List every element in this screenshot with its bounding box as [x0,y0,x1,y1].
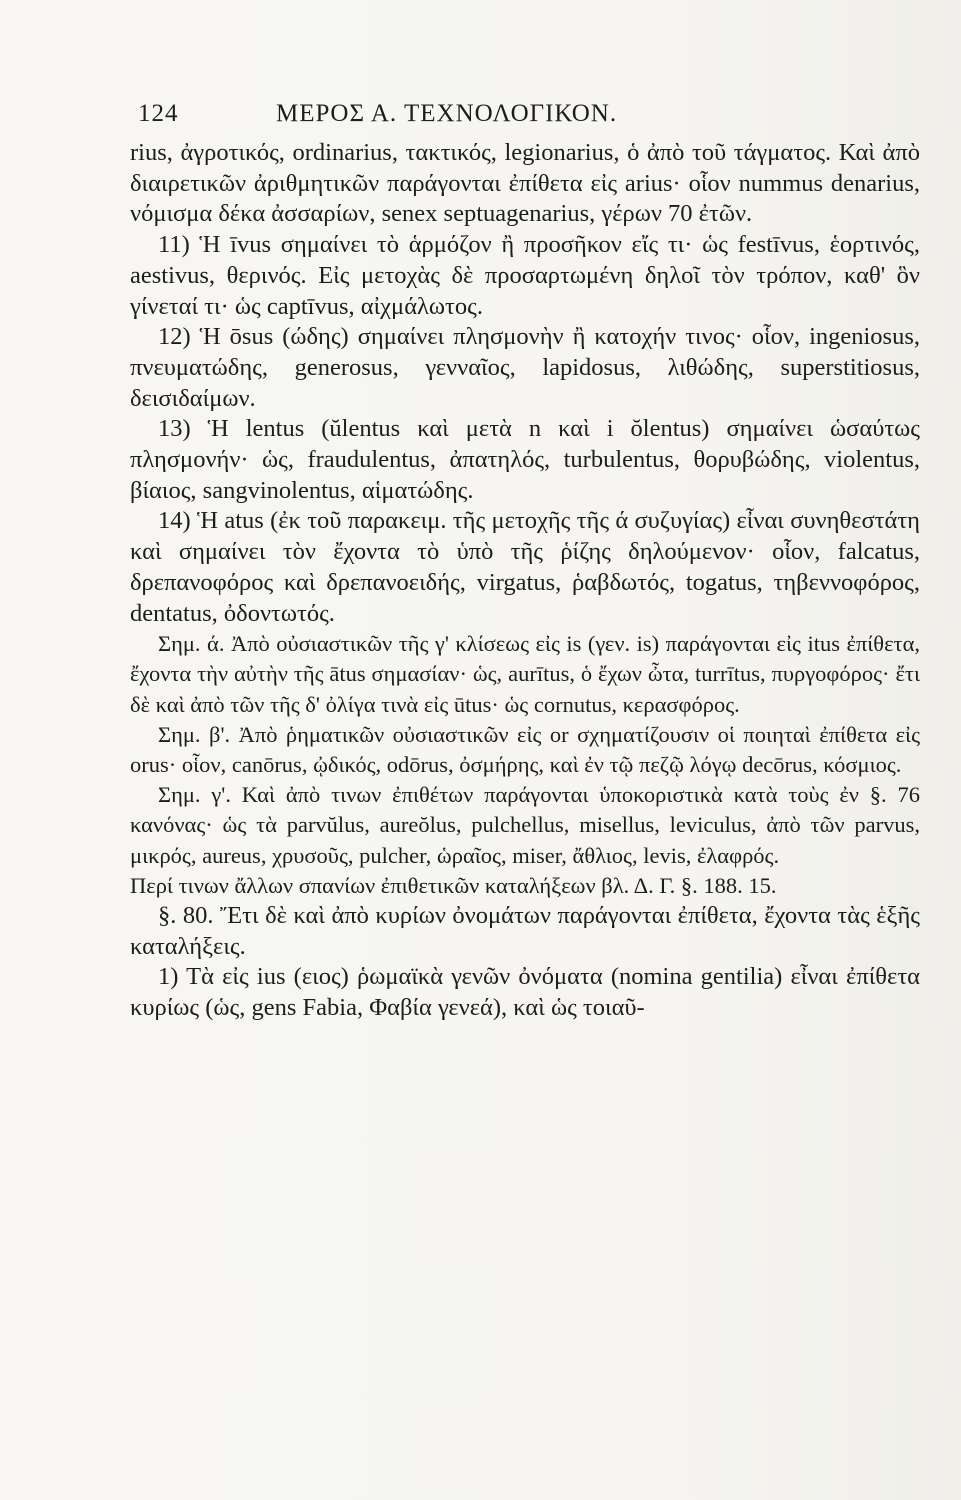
paragraph-continuation: rius, ἀγροτικός, ordinarius, τακτικός, legionarius, ὁ ἀπὸ τοῦ τάγματος. Καὶ ἀπὸ διαιρετικῶν ἀριθμητικῶν παράγονται ἐπίθετα εἰς arius· οἷον nummus denarius, νόμισμα δέκα ἀσσαρίων, senex septuagenarius, γέρων 70 ἐτῶν. [130,139,920,228]
note-c: Σημ. γ'. Καὶ ἀπὸ τινων ἐπιθέτων παράγονται ὑποκοριστικὰ κατὰ τοὺς ἐν §. 76 κανόνας· ὡς τὰ parvŭlus, aureŏlus, pulchellus, misellus, leviculus, ἀπὸ τῶν parvus, μικρός, aureus, χρυσοῦς, pulcher, ὡραῖος, miser, ἄθλιος, levis, ἐλαφρός. [130,782,920,868]
paragraph-rule-12: 12) Ἡ ōsus (ώδης) σημαίνει πλησμονὴν ἢ κατοχήν τινος· οἷον, ingeniosus, πνευματώδης, generosus, γενναῖος, lapidosus, λιθώδης, superstitiosus, δεισιδαίμων. [130,323,920,412]
section-80: §. 80. Ἔτι δὲ καὶ ἀπὸ κυρίων ὀνομάτων παράγονται ἐπίθετα, ἔχοντα τὰς ἑξῆς καταλήξεις. [130,902,920,960]
paragraph-rule-14: 14) Ἡ atus (ἐκ τοῦ παρακειμ. τῆς μετοχῆς τῆς ά συζυγίας) εἶναι συνηθεστάτη καὶ σημαίνει τὸν ἔχοντα τὸ ὑπὸ τῆς ῥίζης δηλούμενον· οἷον, falcatus, δρεπανοφόρος καὶ δρεπανοειδής, virgatus, ῥαβδωτός, togatus, τηβεννοφόρος, dentatus, ὀδοντωτός. [130,507,920,627]
note-a: Σημ. ά. Ἀπὸ οὐσιαστικῶν τῆς γ' κλίσεως εἰς is (γεν. is) παράγονται εἰς itus ἐπίθετα, ἔχοντα τὴν αὐτὴν τῆς ātus σημασίαν· ὡς, aurītus, ὁ ἔχων ὦτα, turrītus, πυργοφόρος· ἔτι δὲ καὶ ἀπὸ τῶν τῆς δ' ὀλίγα τινὰ εἰς ūtus· ὡς cornutus, κερασφόρος. [130,631,920,717]
page-number: 124 [138,100,179,127]
running-title: ΜΕΡΟΣ Α. ΤΕΧΝΟΛΟΓΙΚΟΝ. [276,100,618,127]
page-body [130,138,920,1024]
paragraph-rule-11: 11) Ἡ īvus σημαίνει τὸ ἁρμόζον ἢ προσῆκον εἴς τι· ὡς festīvus, ἑορτινός, aestivus, θερινός. Εἰς μετοχὰς δὲ προσαρτωμένη δηλοῖ τὸν τρόπον, καθ' ὃν γίνεταί τι· ὡς captīvus, αἰχμάλωτος. [130,231,920,320]
paragraph-rule-13: 13) Ἡ lentus (ŭlentus καὶ μετὰ n καὶ i ŏlentus) σημαίνει ὡσαύτως πλησμονήν· ὡς, fraudulentus, ἀπατηλός, turbulentus, θορυβώδης, violentus, βίαιος, sangvinolentus, αἱματώδης. [130,415,920,504]
paragraph-rule-1: 1) Τὰ εἰς ius (ειος) ῥωμαϊκὰ γενῶν ὀνόματα (nomina gentilia) εἶναι ἐπίθετα κυρίως (ὡς, gens Fabia, Φαβία γενεά), καὶ ὡς τοιαῦ- [130,963,920,1022]
reference-note: Περί τινων ἄλλων σπανίων ἐπιθετικῶν καταλήξεων βλ. Δ. Γ. §. 188. 15. [130,872,777,898]
note-b: Σημ. β'. Ἀπὸ ῥηματικῶν οὐσιαστικῶν εἰς or σχηματίζουσιν οἱ ποιηταὶ ἐπίθετα εἰς orus· οἷον, canōrus, ᾠδικός, odōrus, ὀσμήρης, καὶ ἐν τῷ πεζῷ λόγῳ decōrus, κόσμιος. [130,721,920,778]
